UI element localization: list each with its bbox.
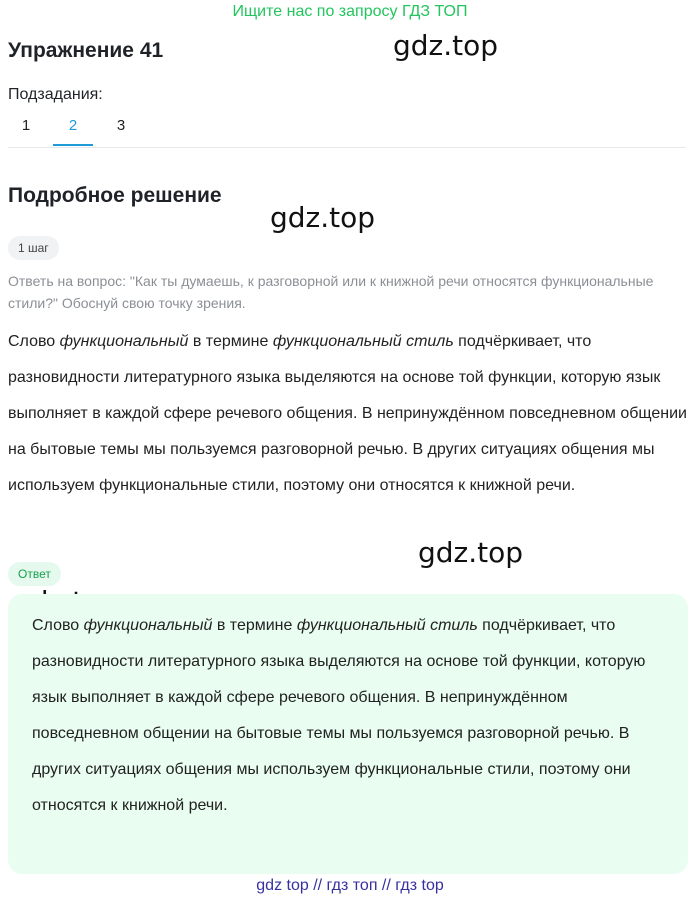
emphasis: функциональный стиль — [296, 617, 478, 634]
subtasks-label: Подзадания: — [8, 86, 103, 103]
footer-links[interactable]: gdz top // гдз топ // гдз top — [256, 877, 444, 894]
question-text: Ответь на вопрос: "Как ты думаешь, к разговорной или к книжной речи относятся функциональные стили?" Обоснуй свою точку зрения. — [8, 273, 654, 311]
answer-badge: Ответ — [8, 562, 61, 586]
subtask-tabs — [8, 108, 686, 148]
emphasis: функциональный — [59, 333, 189, 350]
emphasis: функциональный стиль — [272, 333, 454, 350]
watermark: gdz.top — [393, 29, 499, 62]
emphasis: функциональный — [83, 617, 213, 634]
page-title: Упражнение 41 — [8, 39, 164, 62]
solution-title: Подробное решение — [8, 184, 222, 207]
step-badge: 1 шаг — [8, 236, 59, 260]
tab-subtask-3[interactable]: 3 — [116, 117, 126, 134]
watermark: gdz.top — [270, 201, 376, 234]
watermark: gdz.top — [418, 536, 524, 569]
solution-text: Слово функциональный в термине функциональный стиль подчёркивает, что разновидности литературного языка выделяются на основе той функции, которую язык выполняет в каждой сфере речевого общения. В непринуждённом повседневном общении на бытовые темы мы пользуемся разговорной речью. В других ситуациях общения мы используем функциональные стили, поэтому они относятся к книжной речи. — [8, 333, 687, 494]
answer-box — [8, 594, 688, 874]
tab-subtask-1[interactable]: 1 — [21, 117, 31, 134]
tab-subtask-2[interactable]: 2 — [53, 116, 93, 146]
answer-text: Слово функциональный в термине функциональный стиль подчёркивает, что разновидности литературного языка выделяются на основе той функции, которую язык выполняет в каждой сфере речевого общения. В непринуждённом повседневном общении на бытовые темы мы пользуемся разговорной речью. В других ситуациях общения мы используем функциональные стили, поэтому они относятся к книжной речи. — [32, 617, 646, 814]
promo-banner[interactable]: Ищите нас по запросу ГДЗ ТОП — [232, 3, 468, 20]
